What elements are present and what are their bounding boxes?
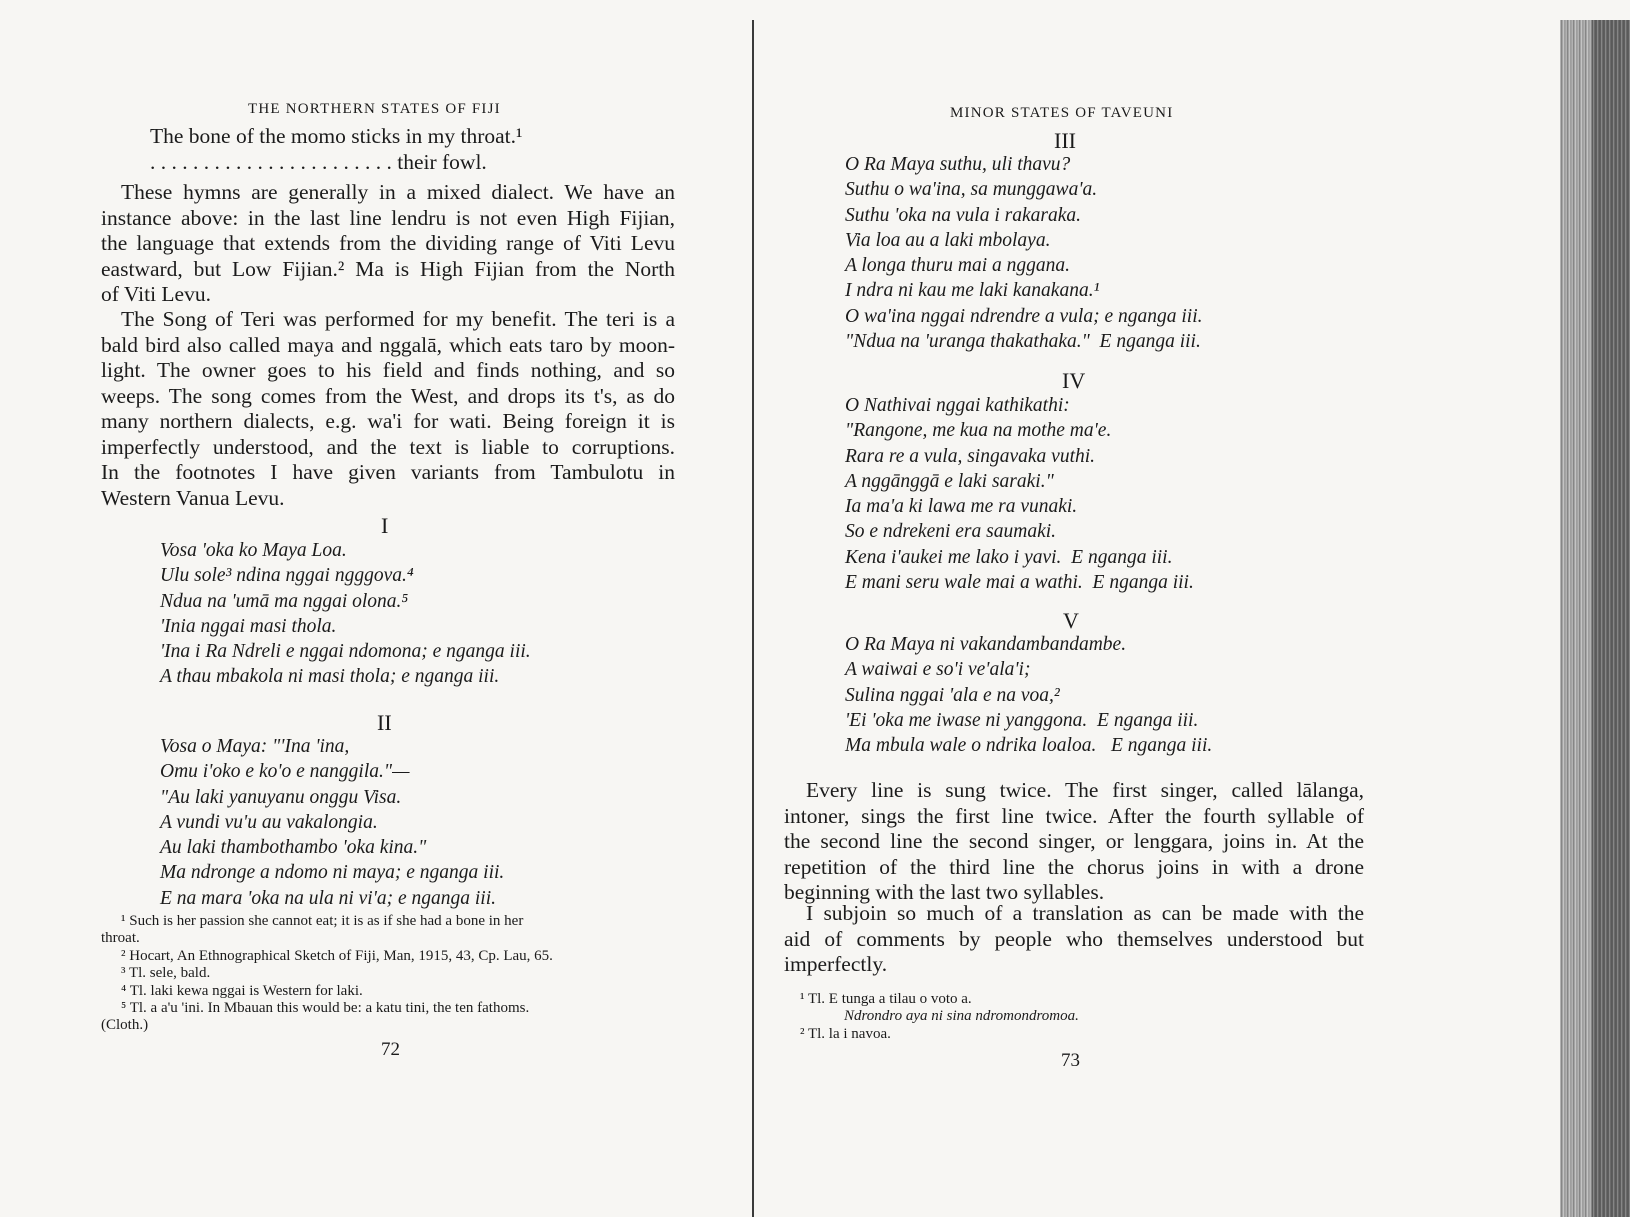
- verse-line: Vosa o Maya: "'Ina 'ina,: [160, 736, 350, 757]
- paragraph-line: instance above: in the last line lendru is not even High Fijian,: [101, 205, 675, 230]
- verse-line: Ma ndronge a ndomo ni maya; e nganga iii.: [160, 862, 505, 884]
- right-running-head: MINOR STATES OF TAVEUNI: [950, 105, 1174, 121]
- right-paragraph-1: [784, 778, 1364, 906]
- verse-line: Ma mbula wale o ndrika loaloa. E nganga iii.: [845, 735, 1213, 757]
- paragraph-line: The Song of Teri was performed for my benefit. The teri is a: [121, 307, 675, 331]
- verse-line: 'Ei 'oka me iwase ni yanggona. E nganga iii.: [845, 709, 1199, 731]
- verse-line: Suthu o wa'ina, sa munggawa'a.: [845, 179, 1098, 201]
- footnote-line: ¹ Such is her passion she cannot eat; it is as if she had a bone in her: [121, 913, 524, 929]
- footnote-line: (Cloth.): [101, 1017, 149, 1034]
- verse-line: A vundi vu'u au vakalongia.: [160, 811, 378, 833]
- verse-line: Ulu sole³ ndina nggai ngggova.⁴: [160, 565, 414, 587]
- verse-line: So e ndrekeni era saumaki.: [845, 521, 1057, 543]
- paragraph-line: weeps. The song comes from the West, and drops its t's, as do: [101, 383, 675, 408]
- verse-line: Omu i'oko e ko'o e nanggila."—: [160, 761, 410, 783]
- stanza-numeral: III: [1054, 128, 1076, 153]
- verse-line: O Nathivai nggai kathikathi:: [845, 395, 1070, 416]
- verse-line: "Au laki yanuyanu onggu Visa.: [160, 786, 402, 808]
- verse-line: Via loa au a laki mbolaya.: [845, 229, 1051, 251]
- left-page-number: 72: [381, 1039, 400, 1060]
- stanza-2: [160, 734, 504, 911]
- verse-line: Sulina nggai 'ala e na voa,²: [845, 684, 1060, 706]
- verse-line: "Ndua na 'uranga thakathaka." E nganga iii.: [845, 331, 1201, 353]
- footnote-line: ⁵ Tl. a a'u 'ini. In Mbauan this would be: a katu tini, the ten fathoms.: [121, 1000, 530, 1017]
- verse-line: E na mara 'oka na ula ni vi'a; e nganga iii.: [160, 887, 497, 909]
- paragraph-line: I subjoin so much of a translation as can be made with the: [806, 901, 1364, 925]
- paragraph-line: the second line the second singer, or lenggara, joins in. At the: [784, 829, 1364, 853]
- opening-verse: [150, 124, 522, 175]
- paragraph-line: the language that extends from the dividing range of Viti Levu: [101, 231, 675, 255]
- paragraph-line: Every line is sung twice. The first singer, called lālanga,: [806, 778, 1364, 802]
- page-fore-edge-shadow: [1592, 20, 1630, 1217]
- stanza-3: [845, 152, 1202, 354]
- footnote-line: ¹ Tl. E tunga a tilau o voto a.: [800, 991, 972, 1007]
- verse-line: Kena i'aukei me lako i yavi. E nganga iii.: [845, 546, 1173, 568]
- verse-line: O Ra Maya ni vakandambandambe.: [845, 634, 1127, 655]
- paragraph-line: aid of comments by people who themselves understood but: [784, 926, 1364, 951]
- verse-line: Au laki thambothambo 'oka kina.": [160, 837, 427, 859]
- verse-line: Vosa 'oka ko Maya Loa.: [160, 540, 347, 561]
- stanza-1: [160, 538, 531, 690]
- stanza-numeral: I: [381, 513, 389, 538]
- verse-line: E mani seru wale mai a wathi. E nganga iii.: [845, 572, 1194, 594]
- right-footnotes: [800, 991, 1360, 1043]
- opening-verse-line: The bone of the momo sticks in my throat.¹: [150, 124, 523, 148]
- left-footnotes: [101, 913, 677, 1035]
- paragraph-line: Western Vanua Levu.: [101, 485, 285, 510]
- paragraph-line: imperfectly understood, and the text is liable to corruptions.: [101, 434, 675, 459]
- paragraph-line: many northern dialects, e.g. wa'i for wati. Being foreign it is: [101, 409, 675, 433]
- paragraph-line: of Viti Levu.: [101, 282, 211, 306]
- footnote-line: ² Hocart, An Ethnographical Sketch of Fiji, Man, 1915, 43, Cp. Lau, 65.: [121, 947, 553, 964]
- footnote-line: ³ Tl. sele, bald.: [121, 965, 211, 982]
- stanza-numeral: V: [1063, 608, 1079, 633]
- verse-line: A nggānggā e laki saraki.": [845, 470, 1054, 492]
- paragraph-line: repetition of the third line the chorus joins in with a drone: [784, 854, 1364, 879]
- verse-line: Ia ma'a ki lawa me ra vunaki.: [845, 496, 1078, 518]
- stanza-numeral: IV: [1062, 368, 1086, 393]
- footnote-line: ⁴ Tl. laki kewa nggai is Western for laki.: [121, 982, 363, 999]
- paragraph-line: light. The owner goes to his field and finds nothing, and so: [101, 358, 675, 382]
- paragraph-line: imperfectly.: [784, 952, 888, 976]
- verse-line: A waiwai e so'i ve'ala'i;: [845, 659, 1031, 681]
- paragraph-line: beginning with the last two syllables.: [784, 880, 1105, 904]
- paragraph-line: These hymns are generally in a mixed dialect. We have an: [121, 180, 675, 204]
- footnote-line: Ndrondro aya ni sina ndromondromoa.: [844, 1008, 1079, 1025]
- right-page-number: 73: [1061, 1050, 1080, 1071]
- book-gutter: [752, 20, 754, 1217]
- paragraph-line: In the footnotes I have given variants from Tambulotu in: [101, 460, 675, 484]
- verse-line: A longa thuru mai a nggana.: [845, 255, 1070, 277]
- paragraph-line: intoner, sings the first line twice. After the fourth syllable of: [784, 803, 1364, 828]
- left-paragraph-2: [101, 307, 675, 511]
- right-paragraph-2: [784, 901, 1364, 978]
- verse-line: 'Ina i Ra Ndreli e nggai ndomona; e nganga iii.: [160, 641, 531, 663]
- footnote-line: throat.: [101, 930, 140, 947]
- verse-line: Suthu 'oka na vula i rakaraka.: [845, 204, 1081, 226]
- paragraph-line: eastward, but Low Fijian.² Ma is High Fijian from the North: [101, 256, 675, 281]
- verse-line: O Ra Maya suthu, uli thavu?: [845, 154, 1071, 175]
- verse-line: 'Inia nggai masi thola.: [160, 615, 337, 637]
- left-paragraph-1: [101, 180, 675, 308]
- verse-line: "Rangone, me kua na mothe ma'e.: [845, 420, 1112, 442]
- verse-line: I ndra ni kau me laki kanakana.¹: [845, 280, 1100, 302]
- verse-line: O wa'ina nggai ndrendre a vula; e nganga iii.: [845, 305, 1203, 327]
- left-running-head: THE NORTHERN STATES OF FIJI: [248, 101, 501, 117]
- stanza-numeral: II: [377, 710, 392, 735]
- verse-line: Rara re a vula, singavaka vuthi.: [845, 445, 1096, 467]
- opening-verse-line: . . . . . . . . . . . . . . . . . . . . . . . their fowl.: [150, 149, 487, 174]
- stanza-4: [845, 393, 1194, 595]
- footnote-line: ² Tl. la i navoa.: [800, 1025, 891, 1042]
- verse-line: Ndua na 'umā ma nggai olona.⁵: [160, 590, 409, 612]
- verse-line: A thau mbakola ni masi thola; e nganga iii.: [160, 666, 500, 688]
- paragraph-line: bald bird also called maya and nggalā, which eats taro by moon-: [101, 332, 675, 357]
- stanza-5: [845, 632, 1212, 758]
